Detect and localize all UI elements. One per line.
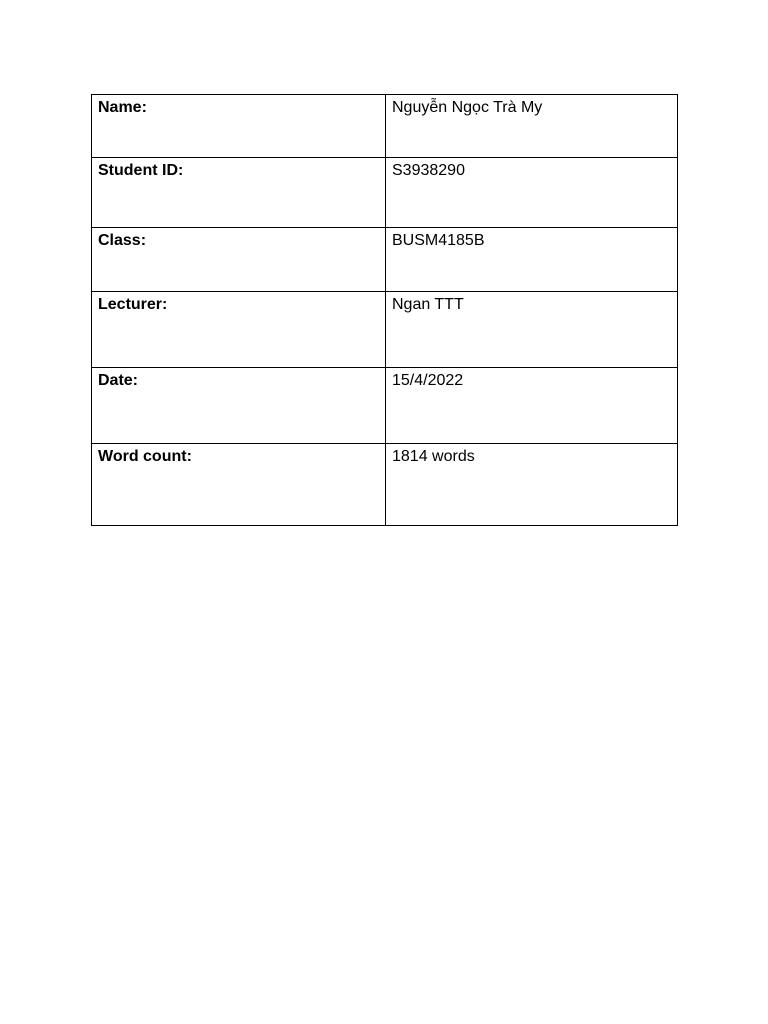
- date-label: Date:: [92, 368, 386, 444]
- name-label: Name:: [92, 95, 386, 158]
- word-count-label: Word count:: [92, 444, 386, 526]
- name-value: Nguyễn Ngọc Trà My: [386, 95, 678, 158]
- table-row-lecturer: [92, 292, 678, 368]
- word-count-value: 1814 words: [386, 444, 678, 526]
- class-label: Class:: [92, 228, 386, 292]
- date-value: 15/4/2022: [386, 368, 678, 444]
- student-id-value: S3938290: [386, 158, 678, 228]
- class-value: BUSM4185B: [386, 228, 678, 292]
- table-row-name: [92, 95, 678, 158]
- student-id-label: Student ID:: [92, 158, 386, 228]
- lecturer-label: Lecturer:: [92, 292, 386, 368]
- lecturer-value: Ngan TTT: [386, 292, 678, 368]
- table-row-word-count: [92, 444, 678, 526]
- student-info-table: [91, 94, 678, 526]
- table-row-student-id: [92, 158, 678, 228]
- table-row-date: [92, 368, 678, 444]
- table-row-class: [92, 228, 678, 292]
